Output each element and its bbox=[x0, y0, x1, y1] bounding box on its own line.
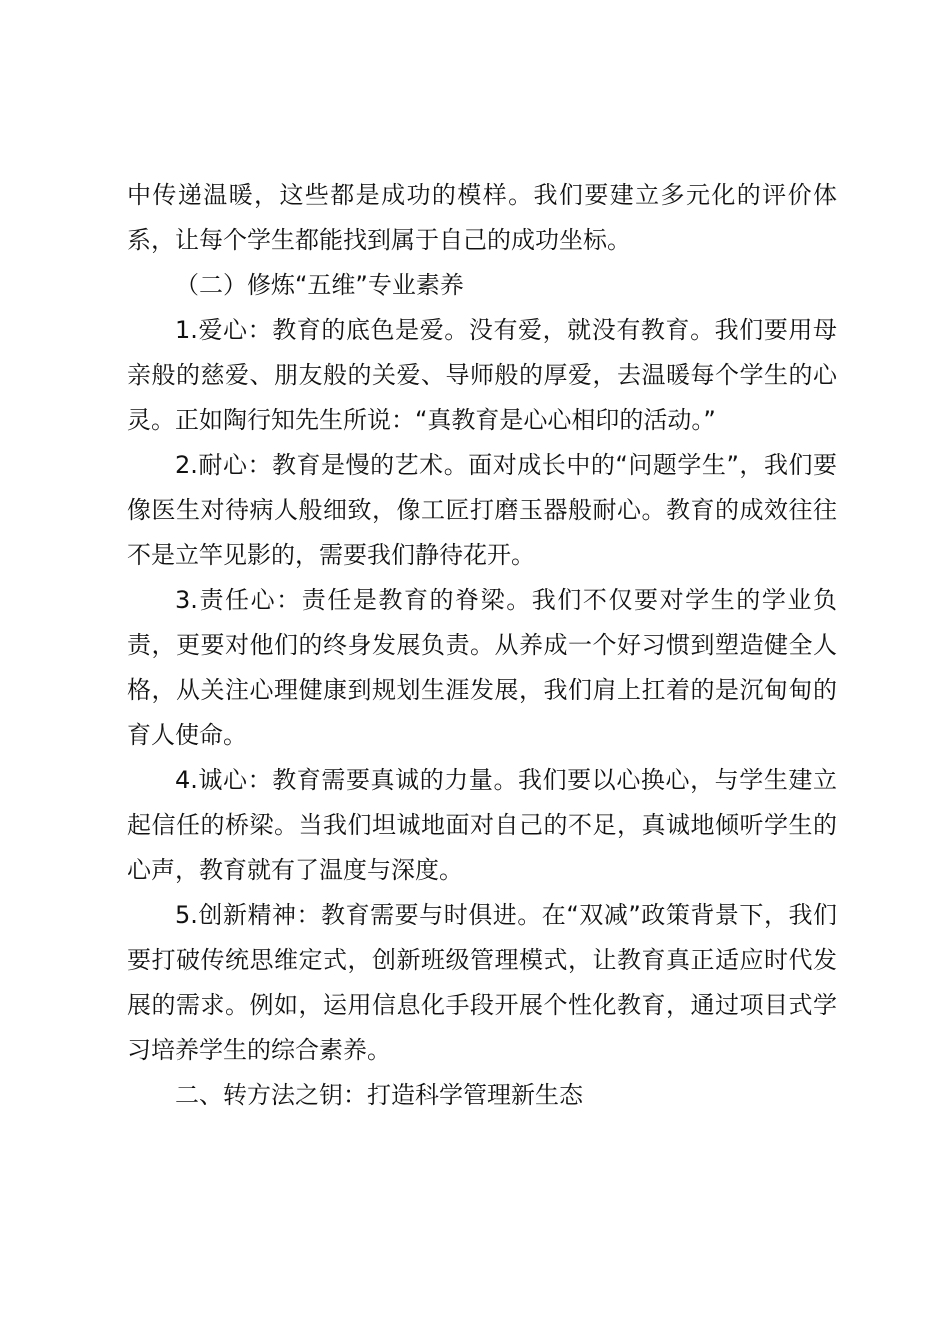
paragraph-innovation: 5.创新精神：教育需要与时俱进。在“双减”政策背景下，我们要打破传统思维定式，创新班级管理模式，让教育真正适应时代发展的需求。例如，运用信息化手段开展个性化教育，通过项目式学习培养学生的综合素养。 bbox=[127, 901, 837, 1064]
paragraph-continuation: 中传递温暖，这些都是成功的模样。我们要建立多元化的评价体系，让每个学生都能找到属于自己的成功坐标。 bbox=[127, 181, 837, 254]
document-body bbox=[127, 173, 837, 1118]
paragraph-sincerity: 4.诚心：教育需要真诚的力量。我们要以心换心，与学生建立起信任的桥梁。当我们坦诚地面对自己的不足，真诚地倾听学生的心声，教育就有了温度与深度。 bbox=[127, 766, 837, 884]
paragraph-responsibility: 3.责任心：责任是教育的脊梁。我们不仅要对学生的学业负责，更要对他们的终身发展负责。从养成一个好习惯到塑造健全人格，从关注心理健康到规划生涯发展，我们肩上扛着的是沉甸甸的育人使命。 bbox=[127, 586, 837, 749]
section-heading-methods: 二、转方法之钥：打造科学管理新生态 bbox=[175, 1081, 583, 1109]
paragraph-love: 1.爱心：教育的底色是爱。没有爱，就没有教育。我们要用母亲般的慈爱、朋友般的关爱、导师般的厚爱，去温暖每个学生的心灵。正如陶行知先生所说：“真教育是心心相印的活动。” bbox=[127, 316, 837, 434]
paragraph-patience: 2.耐心：教育是慢的艺术。面对成长中的“问题学生”，我们要像医生对待病人般细致，像工匠打磨玉器般耐心。教育的成效往往不是立竿见影的，需要我们静待花开。 bbox=[127, 451, 837, 569]
section-heading-five-dimensions: （二）修炼“五维”专业素养 bbox=[175, 271, 464, 299]
